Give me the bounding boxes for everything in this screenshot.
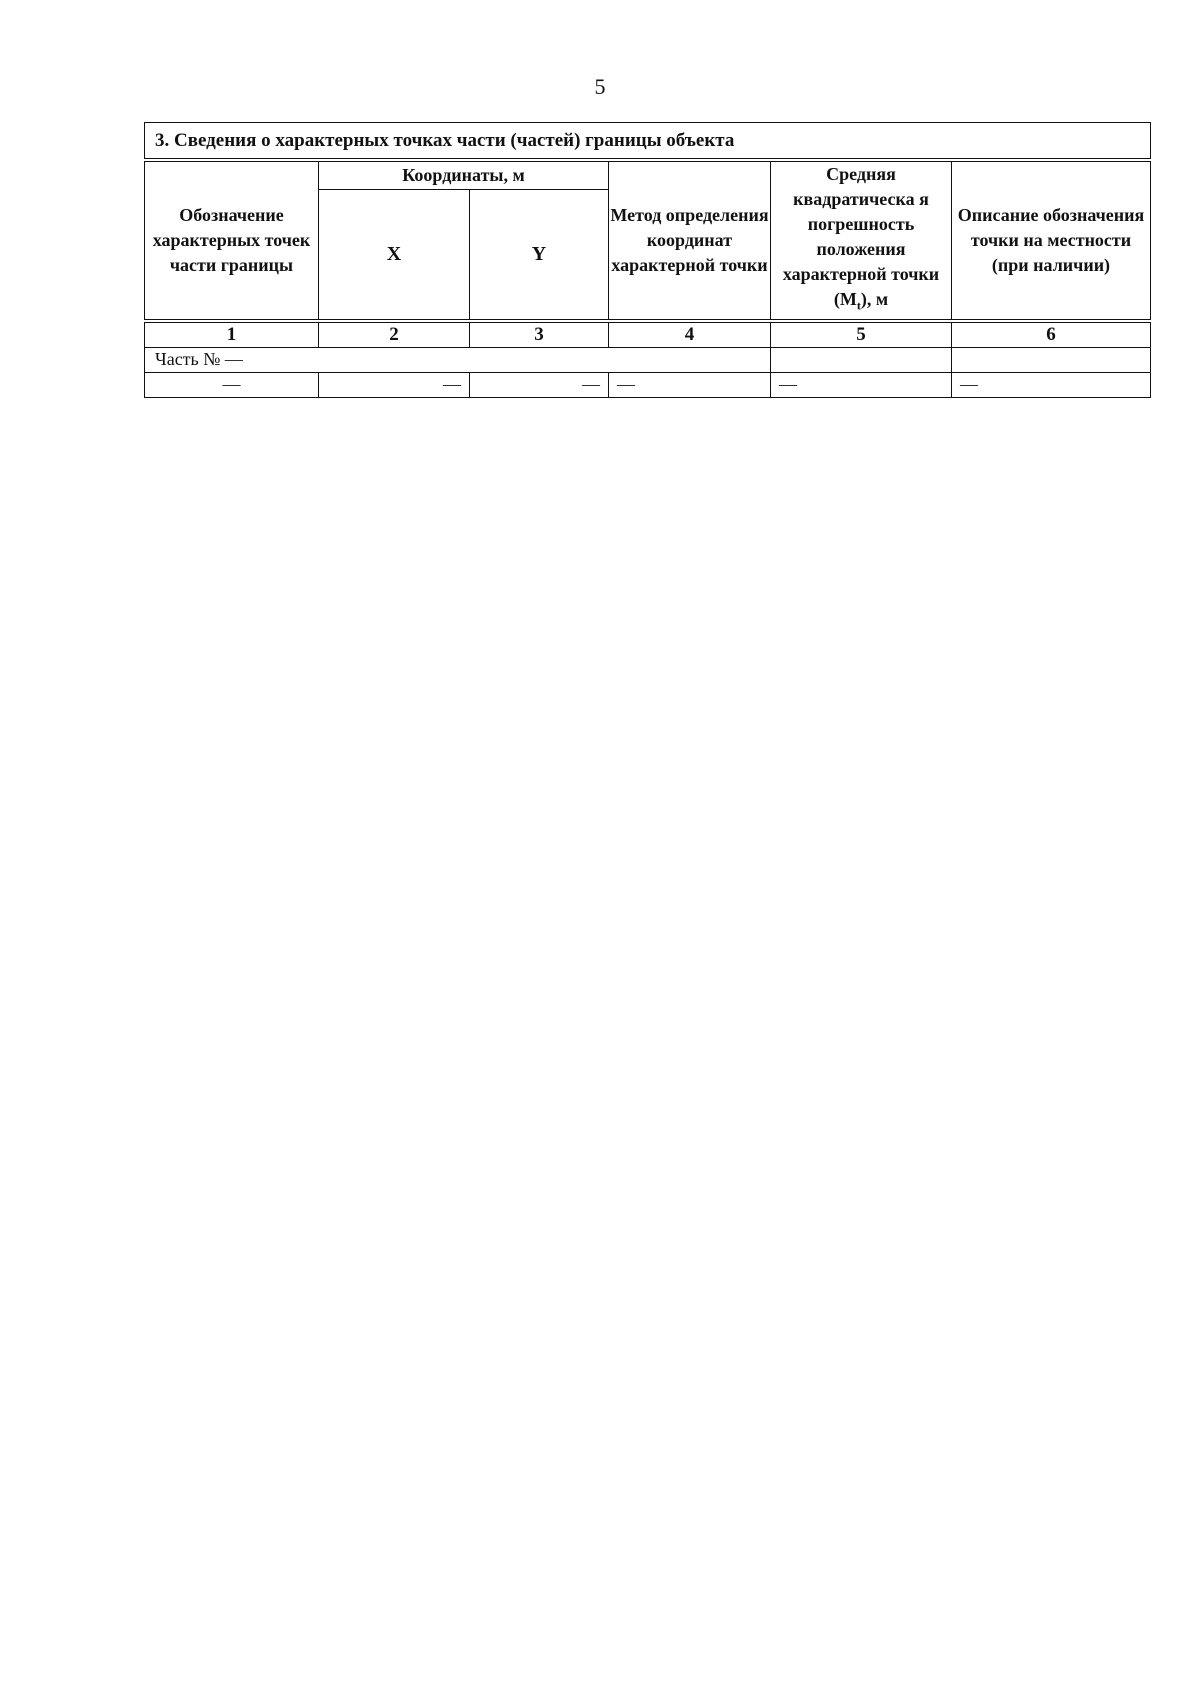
column-number: 6 [952,321,1151,348]
header-method: Метод определения координат характерной точки [609,160,771,321]
column-number: 2 [319,321,470,348]
column-number: 5 [771,321,952,348]
header-mean-error-text: Средняя квадратическа я погрешность положения характерной точки (M [782,164,940,309]
part-label: Часть № — [145,347,771,372]
column-number: 1 [145,321,319,348]
part-row-empty-cell [771,347,952,372]
column-number: 4 [609,321,771,348]
table-row [145,372,1151,397]
table-cell: — [145,372,319,397]
table-cell: — [771,372,952,397]
column-number-row [145,321,1151,348]
header-mean-error [771,160,952,321]
header-coordinates: Координаты, м [319,160,609,189]
table-cell: — [470,372,609,397]
header-point-designation: Обозначение характерных точек части границы [145,160,319,321]
header-y: Y [470,189,609,320]
table-cell: — [319,372,470,397]
header-x: X [319,189,470,320]
part-row [145,347,1151,372]
header-point-description: Описание обозначения точки на местности (при наличии) [952,160,1151,321]
boundary-points-table [144,122,1151,398]
table-cell: — [952,372,1151,397]
header-mean-error-subscript: t [856,298,861,313]
column-number: 3 [470,321,609,348]
page-number: 5 [594,74,606,99]
boundary-points-table-container [144,122,1150,398]
header-mean-error-unit: ), м [860,289,889,309]
table-cell: — [609,372,771,397]
part-row-empty-cell [952,347,1151,372]
section-title: 3. Сведения о характерных точках части (частей) границы объекта [145,123,1151,161]
